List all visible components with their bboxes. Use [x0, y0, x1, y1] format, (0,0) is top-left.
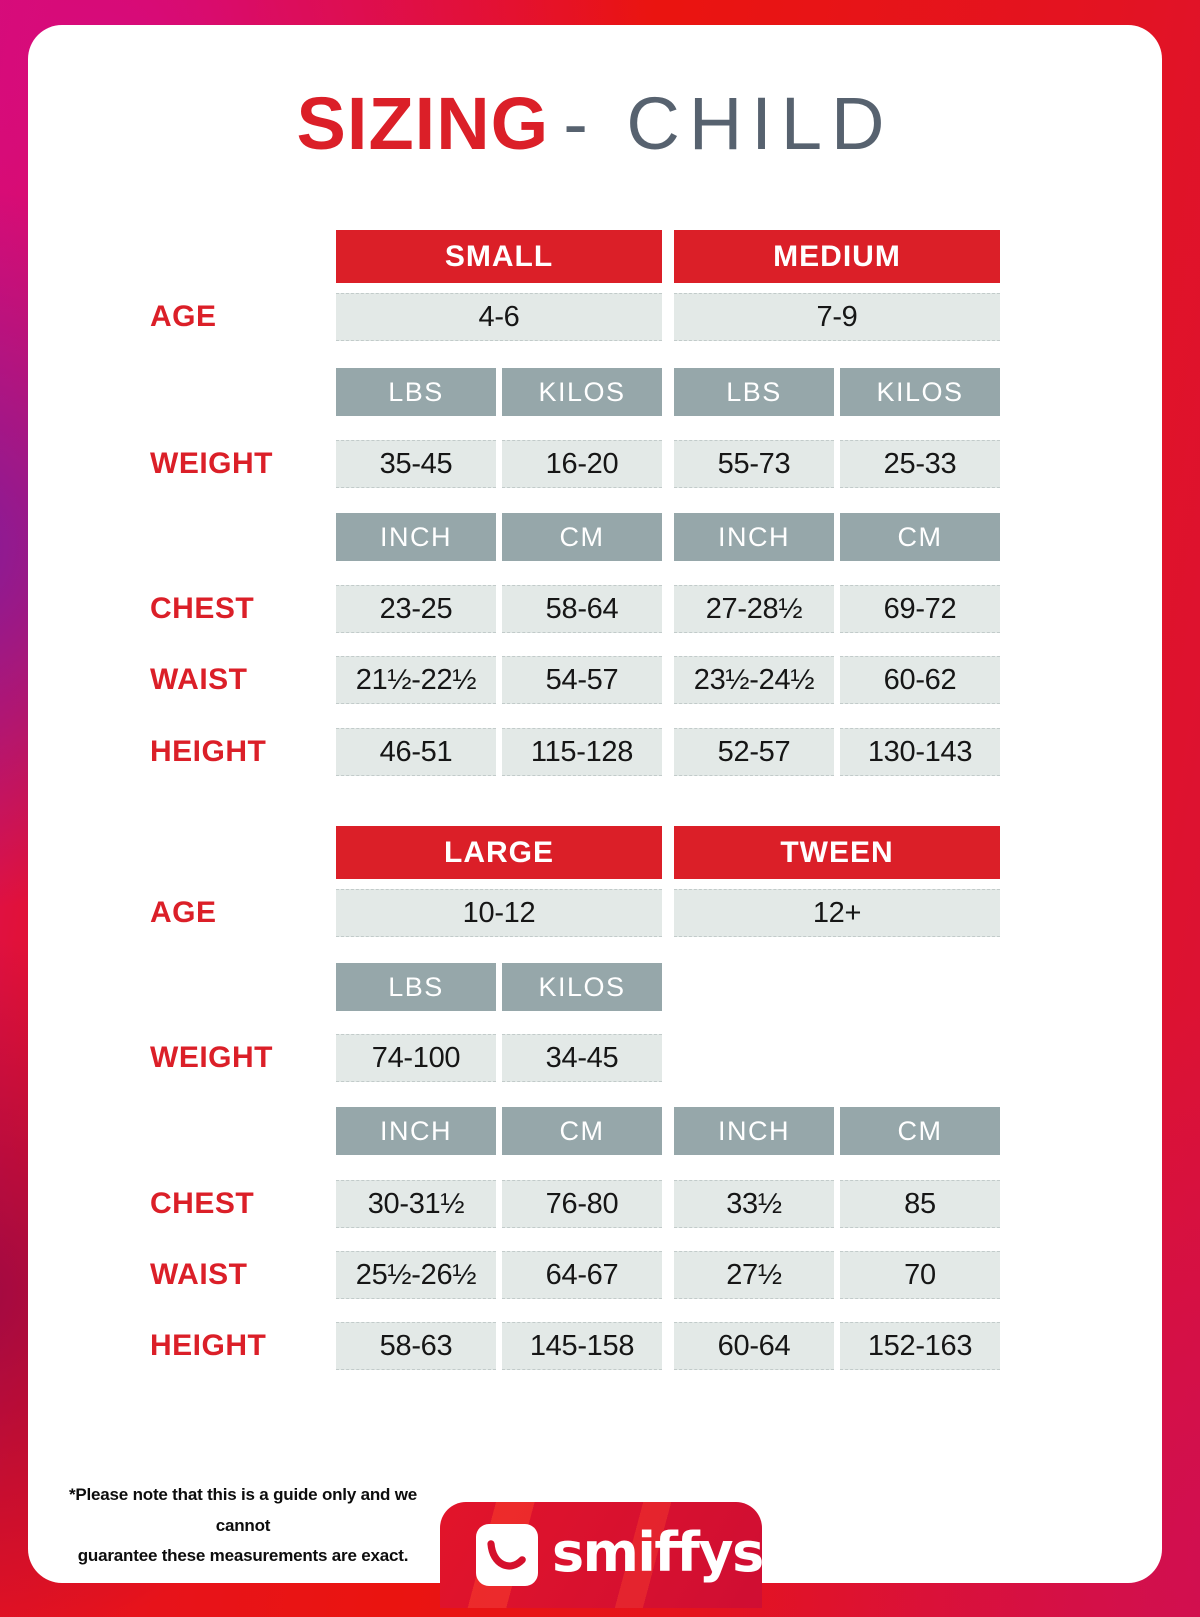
chest-value: 76-80: [502, 1180, 662, 1228]
chest-value: 85: [840, 1180, 1000, 1228]
weight-value: 25-33: [840, 440, 1000, 488]
weight-value: 16-20: [502, 440, 662, 488]
age-value-small: 4-6: [336, 293, 662, 341]
weight-value: 55-73: [674, 440, 834, 488]
size-table-small-medium: [150, 230, 1000, 776]
size-header-medium: MEDIUM: [674, 230, 1000, 283]
unit-header-lbs: LBS: [336, 368, 496, 416]
weight-row: [150, 1034, 1000, 1082]
age-label: AGE: [150, 300, 217, 333]
waist-label: WAIST: [150, 663, 248, 696]
age-row: [150, 293, 1000, 341]
chest-row: [150, 1180, 1000, 1228]
unit-header-inch: INCH: [336, 1107, 496, 1155]
smiffys-smile-icon: [476, 1524, 538, 1586]
unit-header-cm: CM: [502, 513, 662, 561]
waist-value: 70: [840, 1251, 1000, 1299]
age-row: [150, 889, 1000, 937]
waist-row: [150, 1251, 1000, 1299]
disclaimer-line-2: guarantee these measurements are exact.: [77, 1546, 409, 1566]
size-table-large-tween: [150, 826, 1000, 1370]
unit-header-kilos: KILOS: [840, 368, 1000, 416]
height-value: 145-158: [502, 1322, 662, 1370]
weight-value: 35-45: [336, 440, 496, 488]
unit-header-lbs: LBS: [336, 963, 496, 1011]
chest-label: CHEST: [150, 592, 255, 625]
title-sizing: SIZING: [296, 82, 550, 165]
age-label: AGE: [150, 896, 217, 929]
dimension-unit-header-row: [150, 513, 1000, 561]
weight-unit-header-row: [150, 963, 1000, 1011]
height-value: 130-143: [840, 728, 1000, 776]
waist-value: 23½-24½: [674, 656, 834, 704]
chest-value: 30-31½: [336, 1180, 496, 1228]
unit-header-cm: CM: [840, 513, 1000, 561]
disclaimer-line-1: *Please note that this is a guide only and we cannot: [68, 1485, 418, 1535]
disclaimer-note: [48, 1480, 438, 1572]
unit-header-lbs: LBS: [674, 368, 834, 416]
chest-value: 23-25: [336, 585, 496, 633]
waist-row: [150, 656, 1000, 704]
size-header-large: LARGE: [336, 826, 662, 879]
weight-value: 34-45: [502, 1034, 662, 1082]
waist-value: 64-67: [502, 1251, 662, 1299]
chest-value: 58-64: [502, 585, 662, 633]
unit-header-kilos: KILOS: [502, 963, 662, 1011]
height-value: 52-57: [674, 728, 834, 776]
waist-value: 60-62: [840, 656, 1000, 704]
unit-header-inch: INCH: [674, 513, 834, 561]
size-header-row: [150, 230, 1000, 283]
content-card: [28, 25, 1162, 1583]
waist-value: 21½-22½: [336, 656, 496, 704]
waist-value: 54-57: [502, 656, 662, 704]
chest-value: 69-72: [840, 585, 1000, 633]
size-header-small: SMALL: [336, 230, 662, 283]
size-header-tween: TWEEN: [674, 826, 1000, 879]
waist-value: 25½-26½: [336, 1251, 496, 1299]
height-value: 58-63: [336, 1322, 496, 1370]
weight-unit-header-row: [150, 368, 1000, 416]
smiffys-logo-tab: [440, 1502, 785, 1608]
height-row: [150, 1322, 1000, 1370]
height-value: 46-51: [336, 728, 496, 776]
weight-label: WEIGHT: [150, 447, 273, 480]
height-value: 115-128: [502, 728, 662, 776]
chest-value: 33½: [674, 1180, 834, 1228]
weight-value: 74-100: [336, 1034, 496, 1082]
weight-label: WEIGHT: [150, 1041, 273, 1074]
smiffys-logo-text: [552, 1517, 785, 1584]
unit-header-inch: INCH: [674, 1107, 834, 1155]
title-child: - CHILD: [563, 82, 894, 165]
size-header-row: [150, 826, 1000, 879]
chest-value: 27-28½: [674, 585, 834, 633]
trademark-symbol: TM: [764, 1517, 785, 1531]
dimension-unit-header-row: [150, 1107, 1000, 1155]
chest-label: CHEST: [150, 1187, 255, 1220]
unit-header-cm: CM: [502, 1107, 662, 1155]
page-title: [28, 82, 1162, 165]
height-value: 60-64: [674, 1322, 834, 1370]
smiffys-wordmark: smiffys: [552, 1521, 763, 1584]
height-row: [150, 728, 1000, 776]
age-value-medium: 7-9: [674, 293, 1000, 341]
height-value: 152-163: [840, 1322, 1000, 1370]
unit-header-kilos: KILOS: [502, 368, 662, 416]
waist-value: 27½: [674, 1251, 834, 1299]
weight-row: [150, 440, 1000, 488]
waist-label: WAIST: [150, 1258, 248, 1291]
age-value-tween: 12+: [674, 889, 1000, 937]
unit-header-inch: INCH: [336, 513, 496, 561]
height-label: HEIGHT: [150, 735, 267, 768]
height-label: HEIGHT: [150, 1329, 267, 1362]
chest-row: [150, 585, 1000, 633]
unit-header-cm: CM: [840, 1107, 1000, 1155]
age-value-large: 10-12: [336, 889, 662, 937]
